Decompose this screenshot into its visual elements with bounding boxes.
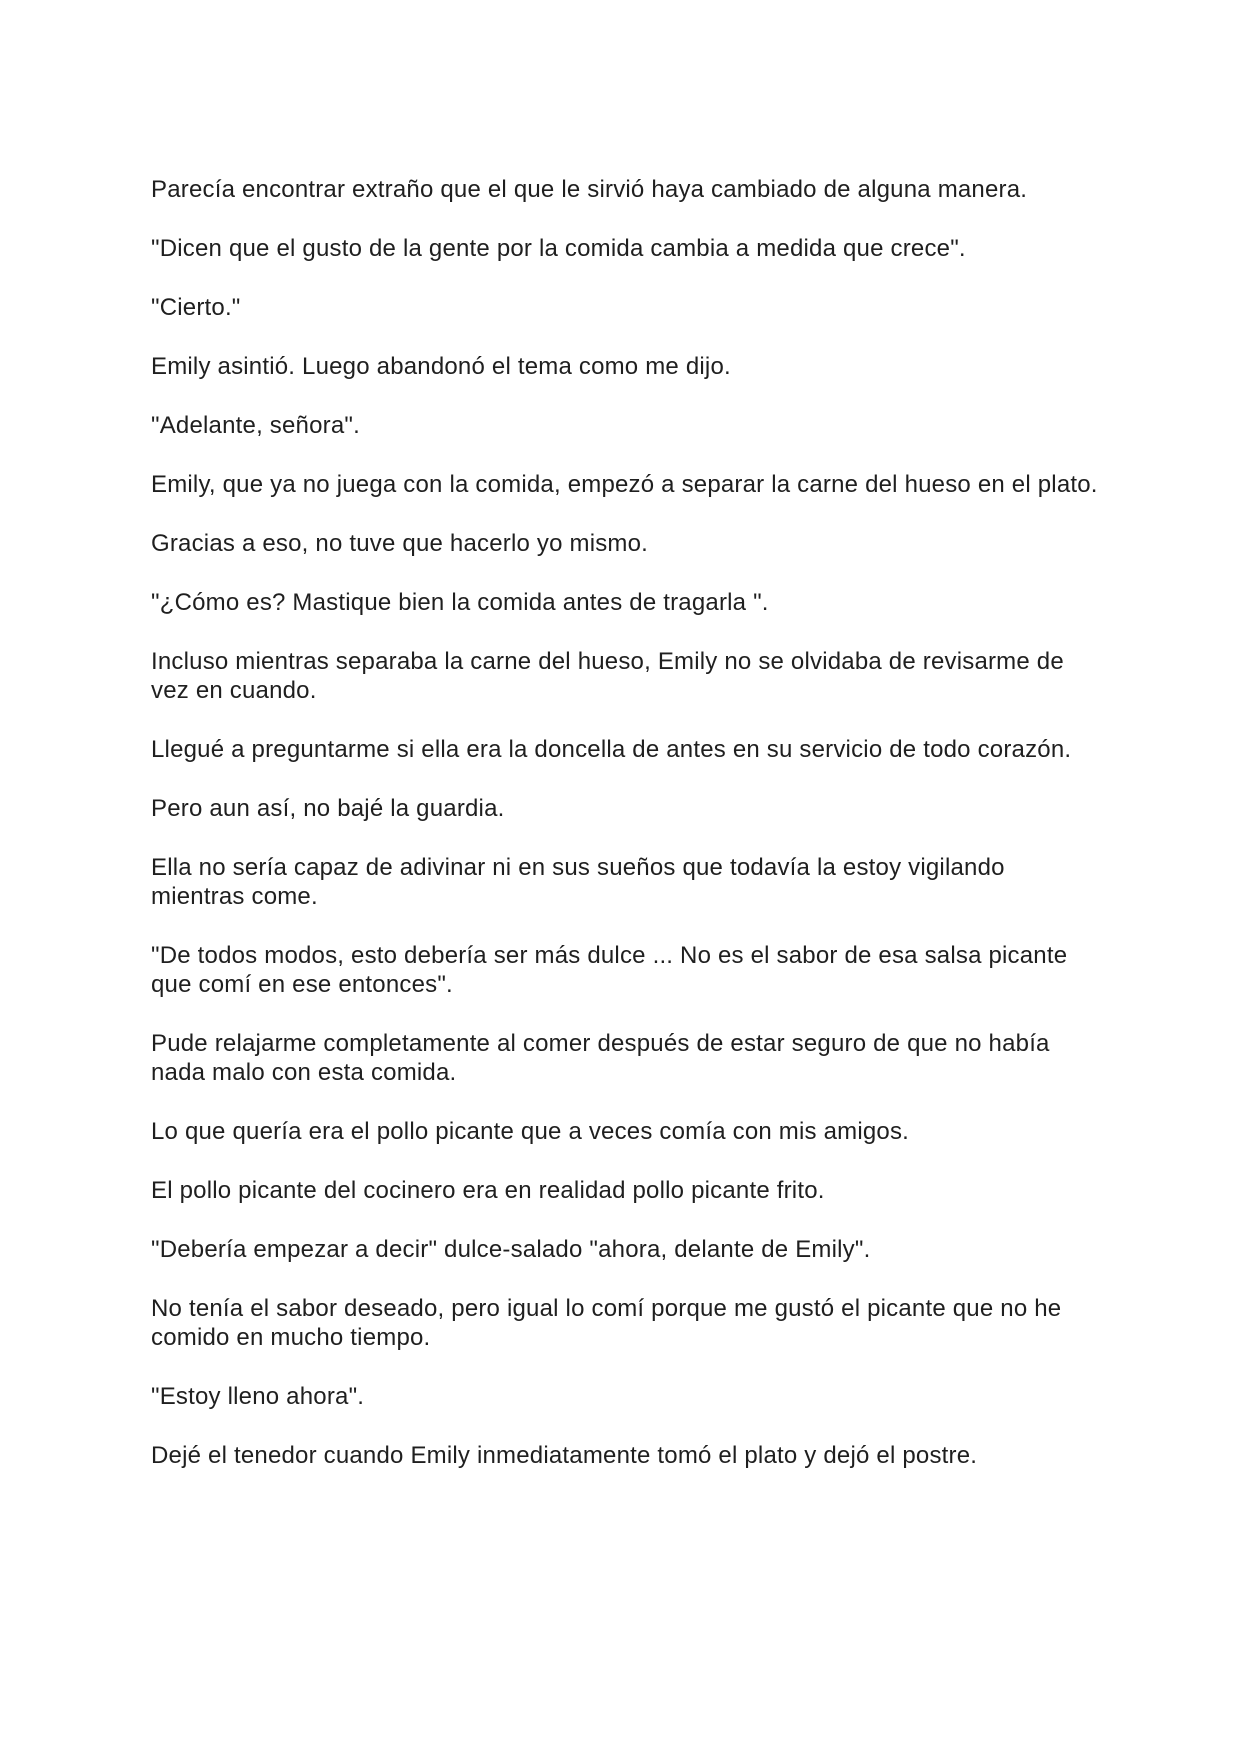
paragraph-13: "De todos modos, esto debería ser más dulce ... No es el sabor de esa salsa picante que comí en ese entonces". [151, 942, 1068, 998]
paragraph-1: Parecía encontrar extraño que el que le sirvió haya cambiado de alguna manera. [151, 176, 1028, 203]
paragraph-20: Dejé el tenedor cuando Emily inmediatamente tomó el plato y dejó el postre. [151, 1442, 978, 1469]
paragraph-15: Lo que quería era el pollo picante que a veces comía con mis amigos. [151, 1118, 910, 1145]
paragraph-18: No tenía el sabor deseado, pero igual lo comí porque me gustó el picante que no he comido en mucho tiempo. [151, 1295, 1062, 1351]
paragraph-10: Llegué a preguntarme si ella era la doncella de antes en su servicio de todo corazón. [151, 736, 1072, 763]
paragraph-11: Pero aun así, no bajé la guardia. [151, 795, 505, 822]
paragraph-7: Gracias a eso, no tuve que hacerlo yo mismo. [151, 530, 649, 557]
paragraph-2: "Dicen que el gusto de la gente por la comida cambia a medida que crece". [151, 235, 966, 262]
paragraph-4: Emily asintió. Luego abandonó el tema como me dijo. [151, 353, 731, 380]
body-text [151, 175, 1101, 1470]
paragraph-5: "Adelante, señora". [151, 412, 360, 439]
paragraph-8: "¿Cómo es? Mastique bien la comida antes de tragarla ". [151, 589, 769, 616]
paragraph-6: Emily, que ya no juega con la comida, empezó a separar la carne del hueso en el plato. [151, 471, 1098, 498]
paragraph-19: "Estoy lleno ahora". [151, 1383, 365, 1410]
paragraph-12: Ella no sería capaz de adivinar ni en sus sueños que todavía la estoy vigilando mientras come. [151, 854, 1005, 910]
paragraph-3: "Cierto." [151, 294, 241, 321]
paragraph-17: "Debería empezar a decir" dulce-salado "ahora, delante de Emily". [151, 1236, 871, 1263]
paragraph-9: Incluso mientras separaba la carne del hueso, Emily no se olvidaba de revisarme de vez en cuando. [151, 648, 1064, 704]
paragraph-16: El pollo picante del cocinero era en realidad pollo picante frito. [151, 1177, 825, 1204]
paragraph-14: Pude relajarme completamente al comer después de estar seguro de que no había nada malo con esta comida. [151, 1030, 1050, 1086]
